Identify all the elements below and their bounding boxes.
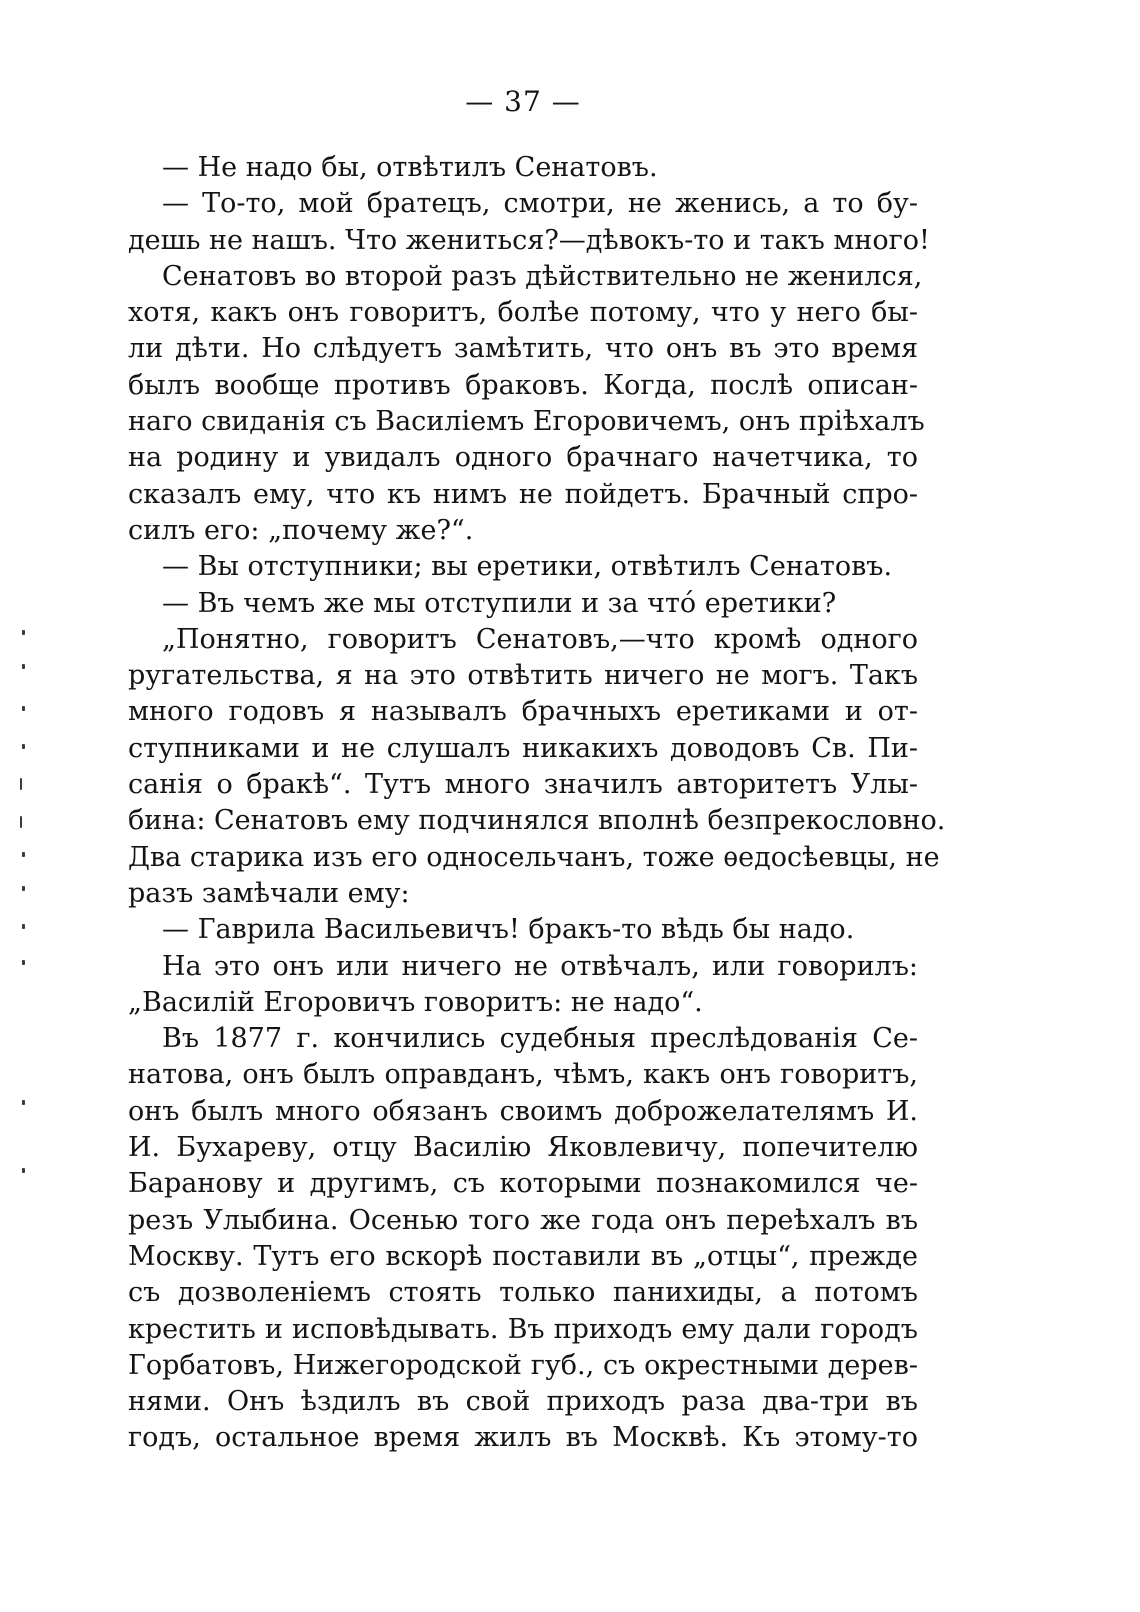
- text-line: — Въ чемъ же мы отступили и за что́ еретики?: [162, 587, 837, 619]
- scan-speck: [22, 924, 25, 929]
- scan-speck: [20, 816, 22, 828]
- scan-speck: [22, 1100, 25, 1105]
- text-line: хотя, какъ онъ говоритъ, болѣе потому, что у него бы-: [128, 297, 918, 329]
- text-line: Баранову и другимъ, съ которыми познакомился че-: [128, 1168, 918, 1200]
- scan-speck: [22, 664, 25, 669]
- scan-speck: [22, 630, 25, 635]
- scan-speck: [20, 778, 22, 790]
- text-line: былъ вообще противъ браковъ. Когда, послѣ описан-: [128, 369, 918, 401]
- scan-speck: [22, 886, 25, 891]
- text-line: санія о бракѣ“. Тутъ много значилъ авторитетъ Улы-: [128, 769, 918, 801]
- scan-speck: [22, 706, 25, 711]
- text-line: „Василій Егоровичъ говоритъ: не надо“.: [128, 986, 703, 1018]
- scan-speck: [22, 744, 25, 749]
- text-line: ругательства, я на это отвѣтить ничего не могъ. Такъ: [128, 660, 918, 692]
- scan-speck: [22, 852, 25, 857]
- text-line: На это онъ или ничего не отвѣчалъ, или говорилъ:: [162, 950, 918, 982]
- scan-speck: [22, 960, 25, 965]
- text-line: съ дозволеніемъ стоять только панихиды, а потомъ: [128, 1277, 918, 1309]
- text-line: — Гаврила Васильевичъ! бракъ-то вѣдь бы надо.: [162, 914, 855, 946]
- text-line: много годовъ я называлъ брачныхъ еретиками и от-: [128, 696, 918, 728]
- text-line: разъ замѣчали ему:: [128, 877, 410, 909]
- text-line: Въ 1877 г. кончились судебныя преслѣдованія Се-: [162, 1023, 918, 1055]
- page-number: — 37 —: [465, 85, 581, 118]
- text-line: Два старика изъ его односельчанъ, тоже ѳедосѣевцы, не: [128, 841, 940, 873]
- text-line: ступниками и не слушалъ никакихъ доводовъ Св. Пи-: [128, 732, 918, 764]
- scan-speck: [22, 1168, 25, 1173]
- text-line: ли дѣти. Но слѣдуетъ замѣтить, что онъ въ это время: [128, 333, 918, 365]
- text-line: Москву. Тутъ его вскорѣ поставили въ „отцы“, прежде: [128, 1240, 918, 1272]
- text-line: силъ его: „почему же?“.: [128, 514, 474, 546]
- text-line: И. Бухареву, отцу Василію Яковлевичу, попечителю: [128, 1132, 918, 1164]
- text-line: наго свиданія съ Василіемъ Егоровичемъ, онъ пріѣхалъ: [128, 406, 925, 438]
- text-line: „Понятно, говоритъ Сенатовъ,—что кромѣ одного: [162, 623, 918, 655]
- text-line: резъ Улыбина. Осенью того же года онъ переѣхалъ въ: [128, 1204, 918, 1236]
- text-line: — Вы отступники; вы еретики, отвѣтилъ Сенатовъ.: [162, 551, 893, 583]
- text-line: дешь не нашъ. Что жениться?—дѣвокъ-то и такъ много!: [128, 224, 930, 256]
- text-line: — То-то, мой братецъ, смотри, не женись, а то бу-: [162, 188, 918, 220]
- body-text: [128, 150, 946, 1457]
- text-line: онъ былъ много обязанъ своимъ доброжелателямъ И.: [128, 1095, 918, 1127]
- text-line: — Не надо бы, отвѣтилъ Сенатовъ.: [162, 152, 658, 183]
- text-line: крестить и исповѣдывать. Въ приходъ ему дали городъ: [128, 1313, 918, 1345]
- text-line: бина: Сенатовъ ему подчинялся вполнѣ безпрекословно.: [128, 805, 946, 837]
- text-line: годъ, остальное время жилъ въ Москвѣ. Къ этому-то: [128, 1422, 918, 1454]
- text-line: Сенатовъ во второй разъ дѣйствительно не женился,: [162, 260, 923, 292]
- text-line: сказалъ ему, что къ нимъ не пойдетъ. Брачный спро-: [128, 478, 918, 510]
- text-line: на родину и увидалъ одного брачнаго начетчика, то: [128, 442, 918, 474]
- text-line: Горбатовъ, Нижегородской губ., съ окрестными дерев-: [128, 1349, 918, 1381]
- text-line: натова, онъ былъ оправданъ, чѣмъ, какъ онъ говоритъ,: [128, 1059, 918, 1091]
- text-line: нями. Онъ ѣздилъ въ свой приходъ раза два-три въ: [128, 1386, 918, 1418]
